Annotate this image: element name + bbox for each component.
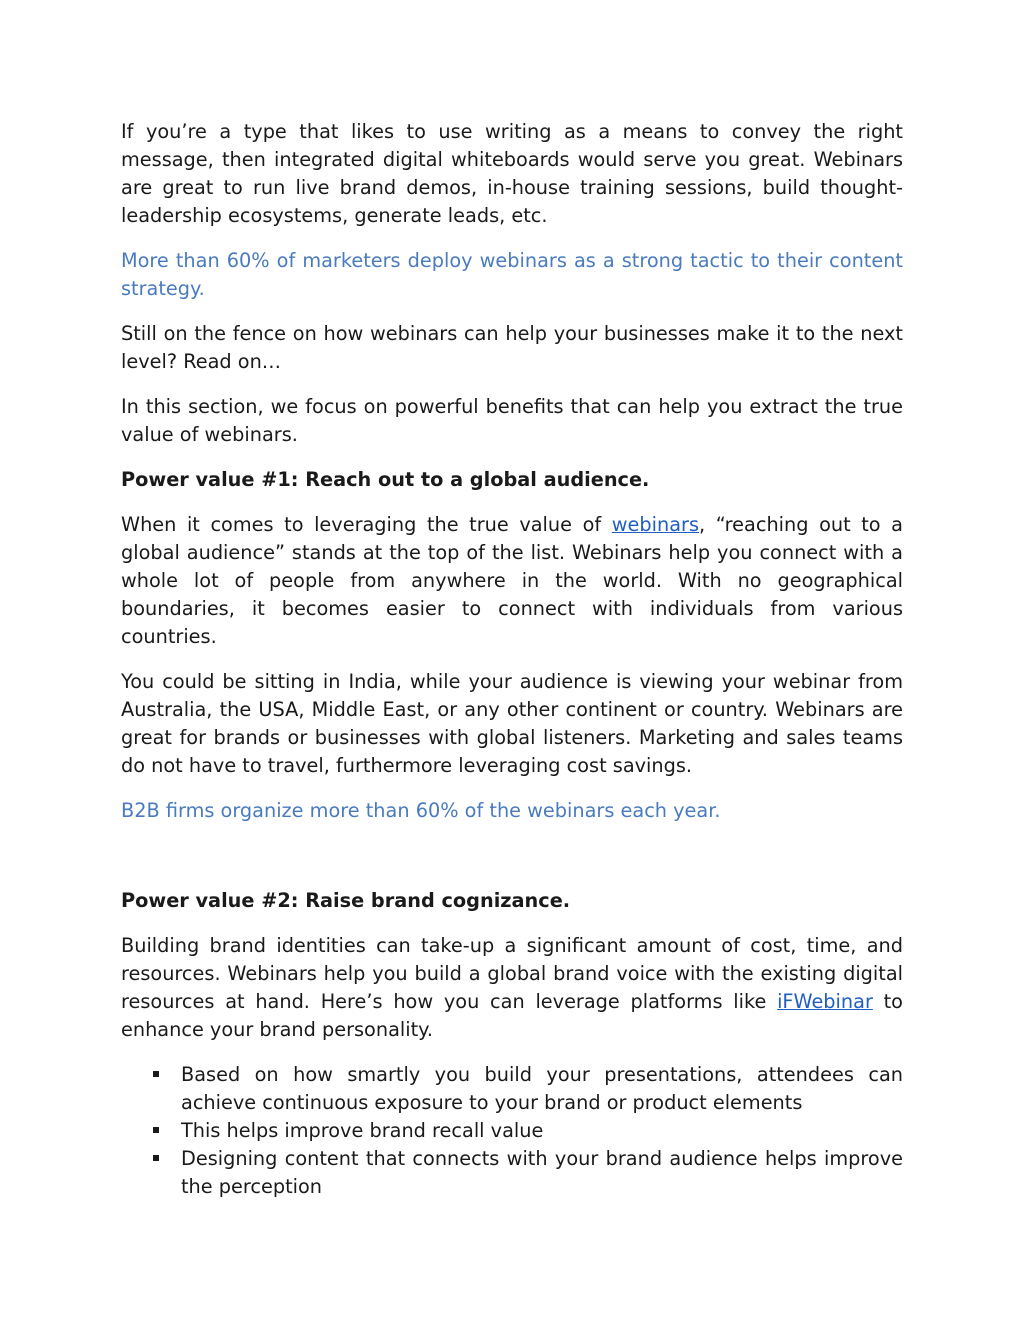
webinars-link[interactable]: webinars	[611, 513, 700, 536]
list-item-text: This helps improve brand recall value	[181, 1119, 544, 1142]
section-1-heading: Power value #1: Reach out to a global audience.	[121, 468, 650, 491]
intro-paragraph-3: In this section, we focus on powerful benefits that can help you extract the true value of webinars.	[121, 395, 903, 446]
list-item-text: Designing content that connects with your brand audience helps improve the perception	[181, 1147, 903, 1198]
section-1-text-before-link: When it comes to leveraging the true value of	[121, 513, 612, 536]
list-item	[181, 1117, 903, 1145]
stat-callout-1: More than 60% of marketers deploy webinars as a strong tactic to their content strategy.	[121, 249, 903, 300]
section-1-text-after-link: , “reaching out to a global audience” stands at the top of the list. Webinars help you connect with a whole lot of people from anywhere in the world. With no geographical boundaries, it becomes easier to connect with individuals from various countries.	[121, 513, 903, 648]
section-1-paragraph-2: You could be sitting in India, while your audience is viewing your webinar from Australia, the USA, Middle East, or any other continent or country. Webinars are great for brands or businesses with global listeners. Marketing and sales teams do not have to travel, furthermore leveraging cost savings.	[121, 670, 903, 777]
square-bullet-icon	[153, 1071, 159, 1077]
benefits-list	[121, 1061, 903, 1201]
ifwebinar-link[interactable]: iFWebinar	[777, 990, 873, 1013]
list-item	[181, 1061, 903, 1117]
intro-paragraph-2: Still on the fence on how webinars can help your businesses make it to the next level? Read on…	[121, 322, 903, 373]
section-2-heading: Power value #2: Raise brand cognizance.	[121, 889, 571, 912]
section-2-text-before-link: Building brand identities can take-up a significant amount of cost, time, and resources. Webinars help you build a global brand voice with the existing digital resources at hand. Here’s how you can leverage platforms like	[121, 934, 903, 1013]
stat-callout-2: B2B firms organize more than 60% of the webinars each year.	[121, 799, 721, 822]
list-item-text: Based on how smartly you build your presentations, attendees can achieve continuous exposure to your brand or product elements	[181, 1063, 903, 1114]
square-bullet-icon	[153, 1127, 159, 1133]
list-item	[181, 1145, 903, 1201]
section-spacer	[121, 842, 903, 887]
section-1-paragraph-1	[121, 511, 903, 651]
intro-paragraph-1: If you’re a type that likes to use writing as a means to convey the right message, then integrated digital whiteboards would serve you great. Webinars are great to run live brand demos, in-house training sessions, build thought-leadership ecosystems, generate leads, etc.	[121, 120, 903, 227]
square-bullet-icon	[153, 1155, 159, 1161]
document-page	[121, 118, 903, 1201]
section-2-text-after-link: to enhance your brand personality.	[121, 990, 903, 1041]
section-2-paragraph-1	[121, 932, 903, 1044]
